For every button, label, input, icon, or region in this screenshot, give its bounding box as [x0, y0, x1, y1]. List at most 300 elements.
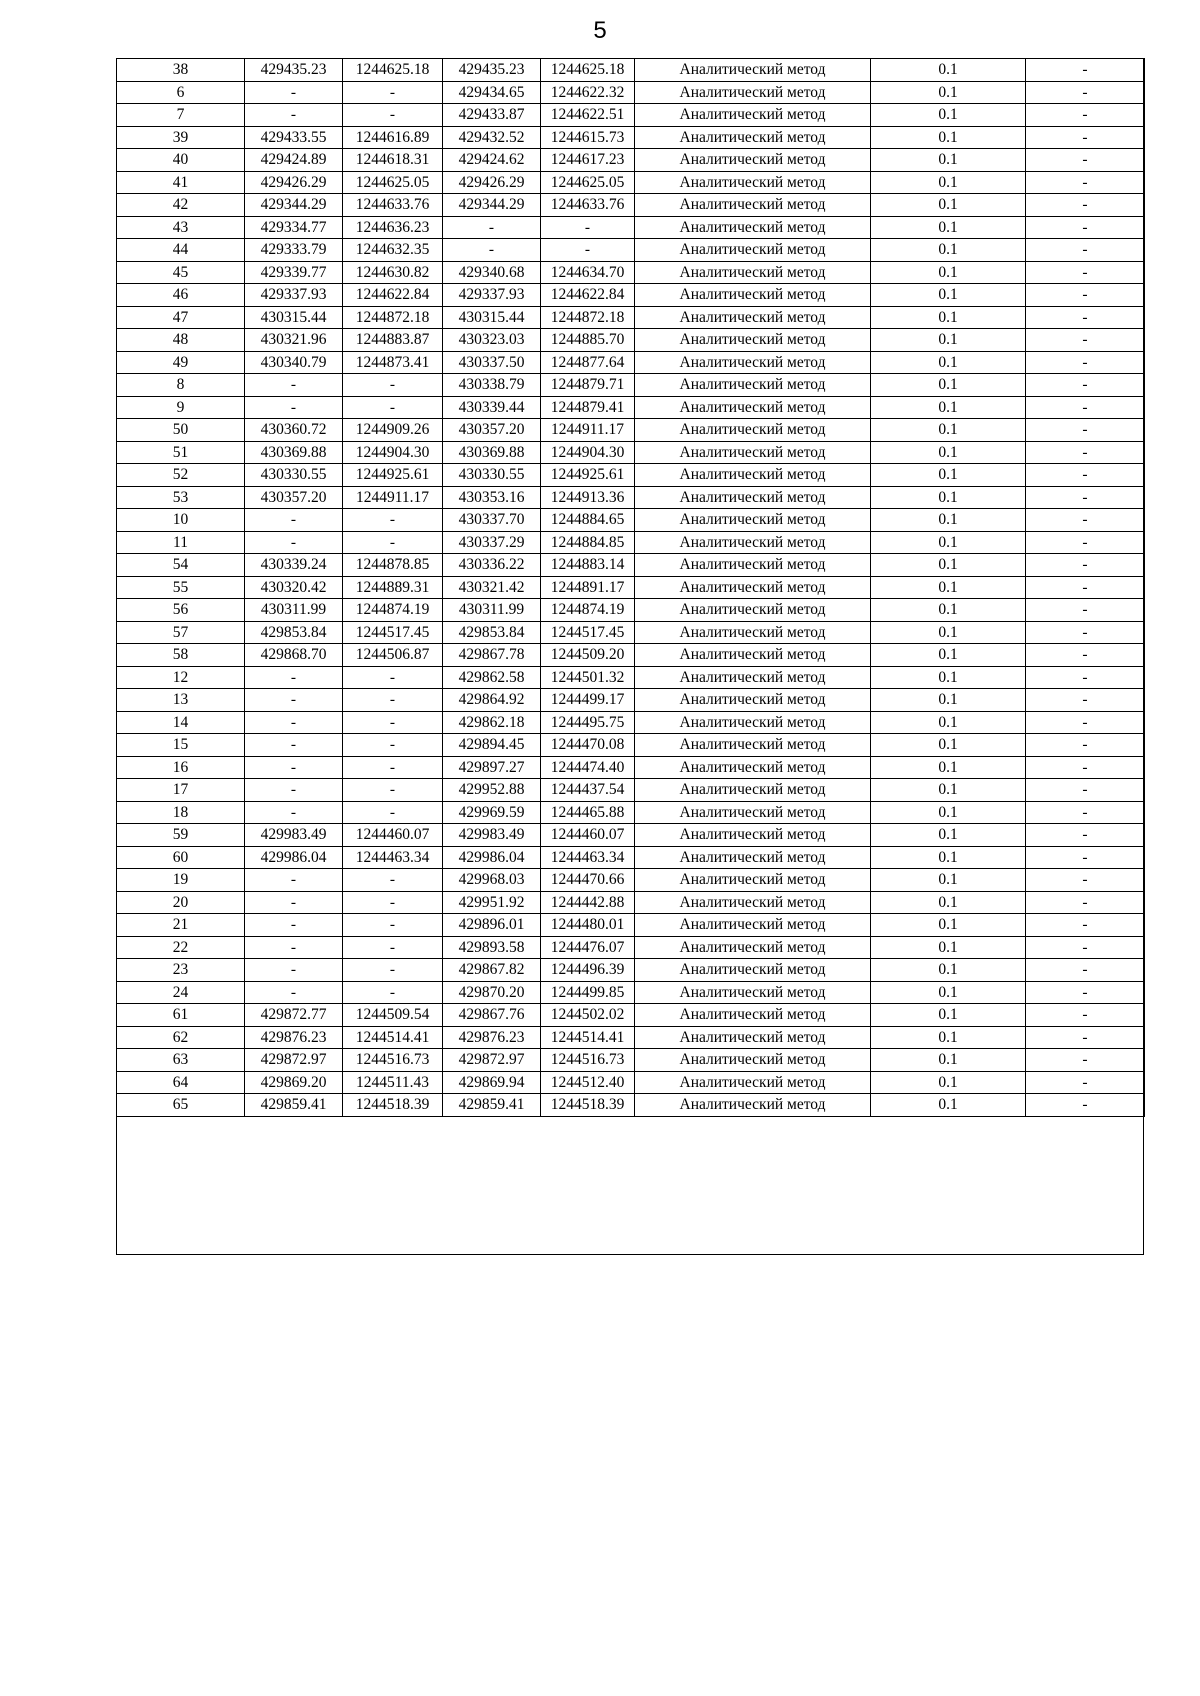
old-x-cell: 429333.79 — [245, 239, 343, 262]
old-x-cell: 429435.23 — [245, 59, 343, 82]
description-cell: - — [1026, 126, 1145, 149]
new-y-cell: 1244879.41 — [541, 396, 635, 419]
method-cell: Аналитический метод — [635, 576, 871, 599]
method-cell: Аналитический метод — [635, 149, 871, 172]
new-y-cell: 1244885.70 — [541, 329, 635, 352]
new-x-cell: 429869.94 — [443, 1071, 541, 1094]
new-y-cell: 1244625.18 — [541, 59, 635, 82]
new-y-cell: 1244509.20 — [541, 644, 635, 667]
description-cell: - — [1026, 846, 1145, 869]
old-y-cell: 1244636.23 — [343, 216, 443, 239]
old-x-cell: - — [245, 756, 343, 779]
accuracy-cell: 0.1 — [871, 846, 1026, 869]
point-number-cell: 10 — [117, 509, 245, 532]
old-y-cell: 1244509.54 — [343, 1004, 443, 1027]
old-x-cell: 429433.55 — [245, 126, 343, 149]
description-cell: - — [1026, 441, 1145, 464]
description-cell: - — [1026, 869, 1145, 892]
new-y-cell: 1244891.17 — [541, 576, 635, 599]
description-cell: - — [1026, 599, 1145, 622]
description-cell: - — [1026, 104, 1145, 127]
method-cell: Аналитический метод — [635, 779, 871, 802]
point-number-cell: 18 — [117, 801, 245, 824]
table-row — [117, 711, 1145, 734]
new-x-cell: 429951.92 — [443, 891, 541, 914]
method-cell: Аналитический метод — [635, 711, 871, 734]
description-cell: - — [1026, 644, 1145, 667]
description-cell: - — [1026, 149, 1145, 172]
old-y-cell: - — [343, 891, 443, 914]
table-row — [117, 441, 1145, 464]
new-x-cell: 429862.58 — [443, 666, 541, 689]
table-row — [117, 306, 1145, 329]
new-y-cell: 1244904.30 — [541, 441, 635, 464]
description-cell: - — [1026, 779, 1145, 802]
new-x-cell: 429426.29 — [443, 171, 541, 194]
point-number-cell: 48 — [117, 329, 245, 352]
new-x-cell: 430315.44 — [443, 306, 541, 329]
old-x-cell: - — [245, 801, 343, 824]
description-cell: - — [1026, 59, 1145, 82]
point-number-cell: 23 — [117, 959, 245, 982]
accuracy-cell: 0.1 — [871, 869, 1026, 892]
description-cell: - — [1026, 1026, 1145, 1049]
point-number-cell: 20 — [117, 891, 245, 914]
description-cell: - — [1026, 329, 1145, 352]
method-cell: Аналитический метод — [635, 194, 871, 217]
old-x-cell: 429344.29 — [245, 194, 343, 217]
page-number: 5 — [593, 17, 607, 44]
point-number-cell: 62 — [117, 1026, 245, 1049]
old-y-cell: - — [343, 396, 443, 419]
description-cell: - — [1026, 374, 1145, 397]
accuracy-cell: 0.1 — [871, 149, 1026, 172]
new-y-cell: 1244460.07 — [541, 824, 635, 847]
new-y-cell: 1244476.07 — [541, 936, 635, 959]
description-cell: - — [1026, 531, 1145, 554]
old-x-cell: 429424.89 — [245, 149, 343, 172]
old-x-cell: 430320.42 — [245, 576, 343, 599]
old-y-cell: 1244514.41 — [343, 1026, 443, 1049]
old-x-cell: 429876.23 — [245, 1026, 343, 1049]
table-row — [117, 261, 1145, 284]
new-y-cell: - — [541, 239, 635, 262]
new-x-cell: 430321.42 — [443, 576, 541, 599]
new-y-cell: 1244877.64 — [541, 351, 635, 374]
old-x-cell: - — [245, 914, 343, 937]
point-number-cell: 45 — [117, 261, 245, 284]
description-cell: - — [1026, 464, 1145, 487]
new-y-cell: 1244634.70 — [541, 261, 635, 284]
description-cell: - — [1026, 936, 1145, 959]
method-cell: Аналитический метод — [635, 1004, 871, 1027]
table-row — [117, 891, 1145, 914]
table-row — [117, 666, 1145, 689]
point-number-cell: 59 — [117, 824, 245, 847]
old-x-cell: 429859.41 — [245, 1094, 343, 1117]
method-cell: Аналитический метод — [635, 891, 871, 914]
accuracy-cell: 0.1 — [871, 464, 1026, 487]
table-row — [117, 554, 1145, 577]
table-row — [117, 239, 1145, 262]
new-x-cell: 430323.03 — [443, 329, 541, 352]
table-row — [117, 104, 1145, 127]
point-number-cell: 43 — [117, 216, 245, 239]
new-y-cell: 1244622.51 — [541, 104, 635, 127]
table-row — [117, 1026, 1145, 1049]
point-number-cell: 39 — [117, 126, 245, 149]
accuracy-cell: 0.1 — [871, 981, 1026, 1004]
old-x-cell: - — [245, 711, 343, 734]
old-y-cell: 1244904.30 — [343, 441, 443, 464]
table-row — [117, 824, 1145, 847]
description-cell: - — [1026, 554, 1145, 577]
method-cell: Аналитический метод — [635, 869, 871, 892]
new-y-cell: 1244872.18 — [541, 306, 635, 329]
accuracy-cell: 0.1 — [871, 509, 1026, 532]
method-cell: Аналитический метод — [635, 959, 871, 982]
new-x-cell: 430337.50 — [443, 351, 541, 374]
point-number-cell: 6 — [117, 81, 245, 104]
old-y-cell: 1244517.45 — [343, 621, 443, 644]
new-y-cell: 1244615.73 — [541, 126, 635, 149]
accuracy-cell: 0.1 — [871, 1071, 1026, 1094]
old-y-cell: 1244909.26 — [343, 419, 443, 442]
old-y-cell: 1244873.41 — [343, 351, 443, 374]
table-row — [117, 689, 1145, 712]
new-x-cell: 430357.20 — [443, 419, 541, 442]
description-cell: - — [1026, 621, 1145, 644]
old-x-cell: 430311.99 — [245, 599, 343, 622]
new-x-cell: 430353.16 — [443, 486, 541, 509]
table-row — [117, 194, 1145, 217]
old-y-cell: 1244630.82 — [343, 261, 443, 284]
method-cell: Аналитический метод — [635, 1026, 871, 1049]
old-y-cell: - — [343, 531, 443, 554]
new-x-cell: 430337.70 — [443, 509, 541, 532]
new-y-cell: 1244884.65 — [541, 509, 635, 532]
old-x-cell: 430315.44 — [245, 306, 343, 329]
accuracy-cell: 0.1 — [871, 126, 1026, 149]
new-x-cell: 430330.55 — [443, 464, 541, 487]
old-y-cell: - — [343, 104, 443, 127]
accuracy-cell: 0.1 — [871, 261, 1026, 284]
method-cell: Аналитический метод — [635, 531, 871, 554]
old-y-cell: 1244625.05 — [343, 171, 443, 194]
description-cell: - — [1026, 801, 1145, 824]
method-cell: Аналитический метод — [635, 846, 871, 869]
old-x-cell: - — [245, 779, 343, 802]
accuracy-cell: 0.1 — [871, 959, 1026, 982]
accuracy-cell: 0.1 — [871, 531, 1026, 554]
new-y-cell: 1244474.40 — [541, 756, 635, 779]
new-x-cell: 429867.76 — [443, 1004, 541, 1027]
point-number-cell: 60 — [117, 846, 245, 869]
new-x-cell: 429983.49 — [443, 824, 541, 847]
new-x-cell: 429433.87 — [443, 104, 541, 127]
point-number-cell: 11 — [117, 531, 245, 554]
old-x-cell: 430357.20 — [245, 486, 343, 509]
old-y-cell: 1244632.35 — [343, 239, 443, 262]
old-x-cell: - — [245, 81, 343, 104]
new-x-cell: 430369.88 — [443, 441, 541, 464]
old-y-cell: 1244911.17 — [343, 486, 443, 509]
point-number-cell: 56 — [117, 599, 245, 622]
old-y-cell: 1244506.87 — [343, 644, 443, 667]
point-number-cell: 53 — [117, 486, 245, 509]
accuracy-cell: 0.1 — [871, 1049, 1026, 1072]
accuracy-cell: 0.1 — [871, 374, 1026, 397]
old-x-cell: 429337.93 — [245, 284, 343, 307]
table-row — [117, 396, 1145, 419]
old-y-cell: - — [343, 914, 443, 937]
old-y-cell: - — [343, 666, 443, 689]
accuracy-cell: 0.1 — [871, 284, 1026, 307]
new-y-cell: 1244495.75 — [541, 711, 635, 734]
method-cell: Аналитический метод — [635, 644, 871, 667]
new-y-cell: 1244925.61 — [541, 464, 635, 487]
new-y-cell: 1244442.88 — [541, 891, 635, 914]
table-row — [117, 576, 1145, 599]
old-x-cell: - — [245, 936, 343, 959]
old-y-cell: - — [343, 509, 443, 532]
point-number-cell: 7 — [117, 104, 245, 127]
table-row — [117, 959, 1145, 982]
table-row — [117, 599, 1145, 622]
new-x-cell: 429862.18 — [443, 711, 541, 734]
old-x-cell: - — [245, 531, 343, 554]
table-row — [117, 981, 1145, 1004]
accuracy-cell: 0.1 — [871, 666, 1026, 689]
point-number-cell: 50 — [117, 419, 245, 442]
old-x-cell: 429334.77 — [245, 216, 343, 239]
old-x-cell: - — [245, 891, 343, 914]
old-x-cell: - — [245, 869, 343, 892]
accuracy-cell: 0.1 — [871, 914, 1026, 937]
old-y-cell: - — [343, 689, 443, 712]
new-y-cell: 1244502.02 — [541, 1004, 635, 1027]
old-x-cell: 429853.84 — [245, 621, 343, 644]
new-y-cell: - — [541, 216, 635, 239]
new-y-cell: 1244496.39 — [541, 959, 635, 982]
point-number-cell: 46 — [117, 284, 245, 307]
table-row — [117, 329, 1145, 352]
table-row — [117, 419, 1145, 442]
old-x-cell: 429872.97 — [245, 1049, 343, 1072]
new-x-cell: 429434.65 — [443, 81, 541, 104]
new-y-cell: 1244463.34 — [541, 846, 635, 869]
new-y-cell: 1244512.40 — [541, 1071, 635, 1094]
accuracy-cell: 0.1 — [871, 621, 1026, 644]
point-number-cell: 21 — [117, 914, 245, 937]
table-row — [117, 284, 1145, 307]
method-cell: Аналитический метод — [635, 981, 871, 1004]
new-y-cell: 1244874.19 — [541, 599, 635, 622]
new-x-cell: 429435.23 — [443, 59, 541, 82]
description-cell: - — [1026, 576, 1145, 599]
new-y-cell: 1244499.17 — [541, 689, 635, 712]
method-cell: Аналитический метод — [635, 464, 871, 487]
old-y-cell: 1244622.84 — [343, 284, 443, 307]
method-cell: Аналитический метод — [635, 1094, 871, 1117]
accuracy-cell: 0.1 — [871, 216, 1026, 239]
new-y-cell: 1244911.17 — [541, 419, 635, 442]
old-x-cell: - — [245, 689, 343, 712]
point-number-cell: 9 — [117, 396, 245, 419]
table-row — [117, 846, 1145, 869]
description-cell: - — [1026, 734, 1145, 757]
new-x-cell: 430336.22 — [443, 554, 541, 577]
table-row — [117, 801, 1145, 824]
accuracy-cell: 0.1 — [871, 1004, 1026, 1027]
description-cell: - — [1026, 194, 1145, 217]
table-row — [117, 531, 1145, 554]
old-y-cell: - — [343, 981, 443, 1004]
description-cell: - — [1026, 261, 1145, 284]
description-cell: - — [1026, 239, 1145, 262]
old-y-cell: 1244883.87 — [343, 329, 443, 352]
accuracy-cell: 0.1 — [871, 306, 1026, 329]
accuracy-cell: 0.1 — [871, 1094, 1026, 1117]
point-number-cell: 44 — [117, 239, 245, 262]
description-cell: - — [1026, 216, 1145, 239]
accuracy-cell: 0.1 — [871, 599, 1026, 622]
table-row — [117, 464, 1145, 487]
old-y-cell: - — [343, 756, 443, 779]
method-cell: Аналитический метод — [635, 284, 871, 307]
point-number-cell: 49 — [117, 351, 245, 374]
method-cell: Аналитический метод — [635, 509, 871, 532]
new-x-cell: 429894.45 — [443, 734, 541, 757]
old-x-cell: 429868.70 — [245, 644, 343, 667]
old-y-cell: - — [343, 734, 443, 757]
old-x-cell: - — [245, 396, 343, 419]
point-number-cell: 58 — [117, 644, 245, 667]
table-row — [117, 621, 1145, 644]
table-row — [117, 509, 1145, 532]
old-y-cell: - — [343, 801, 443, 824]
new-y-cell: 1244437.54 — [541, 779, 635, 802]
table-row — [117, 81, 1145, 104]
point-number-cell: 38 — [117, 59, 245, 82]
new-y-cell: 1244622.32 — [541, 81, 635, 104]
point-number-cell: 65 — [117, 1094, 245, 1117]
table-row — [117, 1071, 1145, 1094]
description-cell: - — [1026, 824, 1145, 847]
table-row — [117, 216, 1145, 239]
new-x-cell: - — [443, 239, 541, 262]
table-row — [117, 126, 1145, 149]
accuracy-cell: 0.1 — [871, 576, 1026, 599]
old-x-cell: - — [245, 959, 343, 982]
old-y-cell: 1244460.07 — [343, 824, 443, 847]
accuracy-cell: 0.1 — [871, 891, 1026, 914]
point-number-cell: 13 — [117, 689, 245, 712]
accuracy-cell: 0.1 — [871, 756, 1026, 779]
accuracy-cell: 0.1 — [871, 644, 1026, 667]
new-y-cell: 1244883.14 — [541, 554, 635, 577]
accuracy-cell: 0.1 — [871, 81, 1026, 104]
new-x-cell: 429969.59 — [443, 801, 541, 824]
old-y-cell: 1244616.89 — [343, 126, 443, 149]
table-row — [117, 486, 1145, 509]
old-y-cell: 1244511.43 — [343, 1071, 443, 1094]
old-y-cell: - — [343, 936, 443, 959]
accuracy-cell: 0.1 — [871, 104, 1026, 127]
new-x-cell: 429872.97 — [443, 1049, 541, 1072]
new-x-cell: 429897.27 — [443, 756, 541, 779]
accuracy-cell: 0.1 — [871, 396, 1026, 419]
old-x-cell: - — [245, 509, 343, 532]
old-y-cell: 1244625.18 — [343, 59, 443, 82]
new-x-cell: 429344.29 — [443, 194, 541, 217]
method-cell: Аналитический метод — [635, 621, 871, 644]
accuracy-cell: 0.1 — [871, 329, 1026, 352]
point-number-cell: 64 — [117, 1071, 245, 1094]
new-x-cell: 429867.78 — [443, 644, 541, 667]
old-y-cell: 1244874.19 — [343, 599, 443, 622]
new-y-cell: 1244879.71 — [541, 374, 635, 397]
new-y-cell: 1244884.85 — [541, 531, 635, 554]
old-y-cell: 1244889.31 — [343, 576, 443, 599]
new-y-cell: 1244518.39 — [541, 1094, 635, 1117]
description-cell: - — [1026, 666, 1145, 689]
table-row — [117, 756, 1145, 779]
method-cell: Аналитический метод — [635, 554, 871, 577]
point-number-cell: 55 — [117, 576, 245, 599]
description-cell: - — [1026, 396, 1145, 419]
old-y-cell: - — [343, 81, 443, 104]
point-number-cell: 14 — [117, 711, 245, 734]
new-x-cell: 429859.41 — [443, 1094, 541, 1117]
table-row — [117, 149, 1145, 172]
table-row — [117, 59, 1145, 82]
old-x-cell: 430321.96 — [245, 329, 343, 352]
description-cell: - — [1026, 1071, 1145, 1094]
old-y-cell: 1244463.34 — [343, 846, 443, 869]
new-y-cell: 1244633.76 — [541, 194, 635, 217]
old-y-cell: 1244618.31 — [343, 149, 443, 172]
accuracy-cell: 0.1 — [871, 171, 1026, 194]
point-number-cell: 15 — [117, 734, 245, 757]
old-y-cell: - — [343, 374, 443, 397]
description-cell: - — [1026, 1094, 1145, 1117]
method-cell: Аналитический метод — [635, 329, 871, 352]
old-x-cell: 429869.20 — [245, 1071, 343, 1094]
point-number-cell: 57 — [117, 621, 245, 644]
new-y-cell: 1244516.73 — [541, 1049, 635, 1072]
point-number-cell: 42 — [117, 194, 245, 217]
table-row — [117, 779, 1145, 802]
new-x-cell: 429424.62 — [443, 149, 541, 172]
old-y-cell: 1244633.76 — [343, 194, 443, 217]
table-row — [117, 644, 1145, 667]
accuracy-cell: 0.1 — [871, 689, 1026, 712]
point-number-cell: 22 — [117, 936, 245, 959]
coordinates-table — [116, 58, 1145, 1117]
old-x-cell: - — [245, 666, 343, 689]
point-number-cell: 63 — [117, 1049, 245, 1072]
old-y-cell: 1244878.85 — [343, 554, 443, 577]
old-y-cell: 1244518.39 — [343, 1094, 443, 1117]
new-x-cell: 429340.68 — [443, 261, 541, 284]
old-y-cell: - — [343, 779, 443, 802]
old-x-cell: 429986.04 — [245, 846, 343, 869]
new-y-cell: 1244501.32 — [541, 666, 635, 689]
old-x-cell: - — [245, 981, 343, 1004]
method-cell: Аналитический метод — [635, 396, 871, 419]
old-x-cell: 429426.29 — [245, 171, 343, 194]
